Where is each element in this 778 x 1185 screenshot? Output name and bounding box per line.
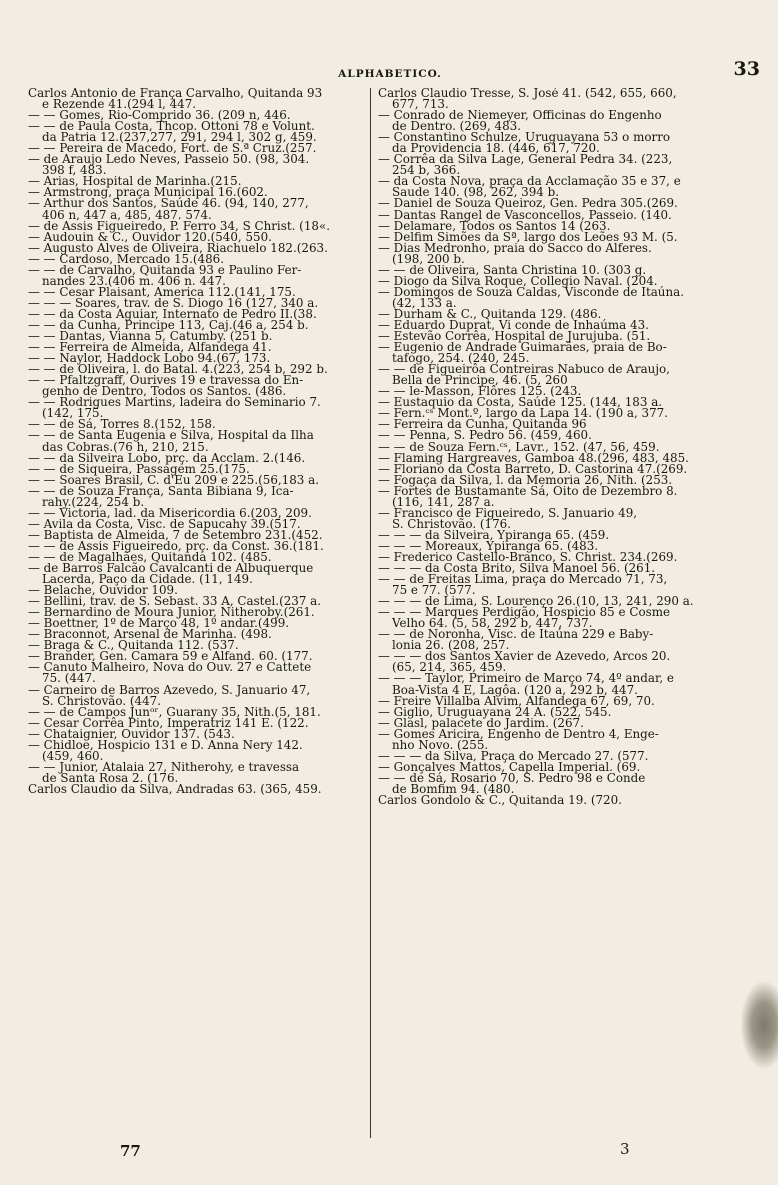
printer-signature: 77 bbox=[120, 1142, 141, 1160]
directory-entry: — Arias, Hospital de Marinha.(215. bbox=[28, 174, 242, 189]
directory-entry: — — de Sá, Rosario 70, S. Pedro 98 e Conde de Bomfim 94. (480. bbox=[378, 770, 646, 796]
directory-entry: — Bernardino de Moura Junior, Nitheroby.(261. bbox=[28, 605, 315, 620]
directory-entry: — Domingos de Souza Caldas, Visconde de Itaúna. (42, 133 a. bbox=[378, 284, 684, 310]
directory-entry: — — Rodrigues Martins, ladeira do Seminario 7. (142, 175. bbox=[28, 395, 321, 421]
directory-entry: — — Naylor, Haddock Lobo 94.(67, 173. bbox=[28, 351, 271, 366]
directory-entry: — Gomes Aricira, Engenho de Dentro 4, Enge- nho Novo. (255. bbox=[378, 726, 659, 752]
directory-entry: — Flaming Hargreaves, Gamboa 48.(296, 483, 485. bbox=[378, 450, 689, 465]
directory-entry: — — — da Silva, Praça do Mercado 27. (577. bbox=[378, 748, 649, 763]
directory-entry: — — de Souza Fern.ᶜˢ, Lavr., 152. (47, 56, 459. bbox=[378, 439, 660, 454]
directory-entry: — Carneiro de Barros Azevedo, S. Januario 47, S. Christovão. (447. bbox=[28, 682, 311, 708]
directory-entry: — — de Magalhães, Quitanda 102. (485. bbox=[28, 549, 272, 564]
footer-mark: 3 bbox=[620, 1140, 630, 1158]
directory-entry: — Durham & C., Quitanda 129. (486. bbox=[378, 306, 602, 321]
directory-entry: — — — da Costa Brito, Silva Manoel 56. (261. bbox=[378, 561, 656, 576]
directory-entry: — — — de Lima, S. Lourenço 26.(10, 13, 241, 290 a. bbox=[378, 594, 694, 609]
directory-entry: — Delamare, Todos os Santos 14 (263. bbox=[378, 218, 611, 233]
directory-entry: — Dias Medronho, praia do Sacco do Alferes. (198, 200 b. bbox=[378, 240, 652, 266]
directory-entry: — — de Paula Costa, Thcop. Ottoni 78 e Volunt. da Patria 12.(237,277, 291, 294 l, 302 g, 459. bbox=[28, 119, 317, 145]
directory-entry: — — de Campos Junᵒʳ, Guarany 35, Nith.(5, 181. bbox=[28, 704, 321, 719]
directory-entry: — — Pereira de Macedo, Fort. de S.ª Cruz.(257. bbox=[28, 141, 317, 156]
directory-entry: Carlos Antonio de França Carvalho, Quitanda 93 e Rezende 41.(294 l, 447. bbox=[28, 88, 323, 112]
directory-entry: — Brander, Gen. Camara 59 e Alfand. 60. (177. bbox=[28, 649, 313, 664]
directory-entry: — — — Marques Perdigão, Hospicio 85 e Cosme Velho 64. (5, 58, 292 b, 447, 737. bbox=[378, 605, 671, 631]
directory-entry: — Conrado de Niemeyer, Officinas do Engenho de Dentro. (269, 483. bbox=[378, 108, 662, 134]
directory-entry: — — Cardoso, Mercado 15.(486. bbox=[28, 251, 225, 266]
column-divider bbox=[370, 88, 371, 1138]
directory-entry: — Augusto Alves de Oliveira, Riachuelo 182.(263. bbox=[28, 240, 328, 255]
directory-entry: — — Ferreira de Almeida, Alfandega 41. bbox=[28, 340, 272, 355]
directory-entry: — Giglio, Uruguayana 24 A. (522, 545. bbox=[378, 704, 612, 719]
directory-entry: — Francisco de Figueiredo, S. Januario 49, S. Christovão. (176. bbox=[378, 505, 638, 531]
directory-entry: — Floriano da Costa Barreto, D. Castorina 47.(269. bbox=[378, 461, 688, 476]
directory-entry: — Glasl, palacete do Jardim. (267. bbox=[378, 715, 584, 730]
directory-entry: — Estevão Corrêa, Hospital de Jurujuba. (51. bbox=[378, 329, 651, 344]
directory-entry: — Eduardo Duprat, Vi conde de Inhaúma 43. bbox=[378, 317, 649, 332]
directory-entry: — Eugenio de Andrade Guimarães, praia de Bo- tafogo, 254. (240, 245. bbox=[378, 340, 667, 366]
directory-entry: — — de Carvalho, Quitanda 93 e Paulino Fer- nandes 23.(406 m. 406 n. 447. bbox=[28, 262, 302, 288]
directory-entry: — — — dos Santos Xavier de Azevedo, Arcos 20. (65, 214, 365, 459. bbox=[378, 649, 671, 675]
directory-entry: — Canuto Malheiro, Nova do Ouv. 27 e Cattete 75. (447. bbox=[28, 660, 312, 686]
directory-entry: — Fern.ᶜˢ Mont.º, largo da Lapa 14. (190 a, 377. bbox=[378, 406, 669, 421]
directory-entry: — — da Silveira Lobo, prç. da Acclam. 2.(146. bbox=[28, 450, 306, 465]
directory-entry: — Corrêa da Silva Lage, General Pedra 34. (223, 254 b, 366. bbox=[378, 152, 673, 178]
directory-entry: — Belache, Ouvidor 109. bbox=[28, 583, 178, 598]
directory-entry: — Ferreira da Cunha, Quitanda 96 bbox=[378, 417, 587, 432]
directory-entry: — — de Siqueira, Passagem 25.(175. bbox=[28, 461, 250, 476]
directory-entry: — Fortes de Bustamante Sá, Oito de Dezembro 8. (116, 141, 287 a. bbox=[378, 483, 678, 509]
directory-entry: — de Araujo Ledo Neves, Passeio 50. (98, 304. 398 f, 483. bbox=[28, 152, 310, 178]
directory-entry: — — Dantas, Vianna 5, Catumby. (251 b. bbox=[28, 329, 273, 344]
directory-entry: — — de Souza França, Santa Bibiana 9, Ica- rahy.(224, 254 b. bbox=[28, 483, 294, 509]
page-number: 33 bbox=[733, 58, 760, 80]
page-header-title: ALPHABETICO. bbox=[338, 68, 442, 80]
directory-entry: — — Cesar Plaisant, America 112.(141, 175. bbox=[28, 284, 296, 299]
directory-entry: — da Costa Nova, praça da Acclamação 35 e 37, e Saude 140. (98, 262, 394 b. bbox=[378, 174, 681, 200]
directory-entry: — — de Sá, Torres 8.(152, 158. bbox=[28, 417, 216, 432]
directory-entry: — — — Taylor, Primeiro de Março 74, 4º andar, e Boa-Vista 4 E, Lagôa. (120 a, 292 b, 447. bbox=[378, 671, 674, 697]
directory-entry: — Braga & C., Quitanda 112. (537. bbox=[28, 638, 239, 653]
right-column bbox=[378, 88, 724, 1136]
directory-entry: — Chidloe, Hospicio 131 e D. Anna Nery 142. (459, 460. bbox=[28, 737, 303, 763]
directory-entry: Carlos Claudio da Silva, Andradas 63. (365, 459. bbox=[28, 781, 322, 796]
directory-entry: — Fogaça da Silva, l. da Memoria 26, Nith. (253. bbox=[378, 472, 673, 487]
directory-entry: — — Soares Brasil, C. d'Eu 209 e 225.(56,183 a. bbox=[28, 472, 320, 487]
directory-entry: — — Victoria, lad. da Misericordia 6.(203, 209. bbox=[28, 505, 312, 520]
directory-entry: — — de Oliveira, Santa Christina 10. (303 g. bbox=[378, 262, 647, 277]
directory-entry: — — — Moreaux, Ypiranga 65. (483. bbox=[378, 538, 599, 553]
directory-entry: — — Pfaltzgraff, Ourives 19 e travessa do En- genho de Dentro, Todos os Santos. (486. bbox=[28, 373, 304, 399]
directory-entry: — — de Assis Figueiredo, prç. da Const. 36.(181. bbox=[28, 538, 324, 553]
directory-entry: — Arthur dos Santos, Saúde 46. (94, 140, 277, 406 n, 447 a, 485, 487. 574. bbox=[28, 196, 309, 222]
directory-entry: — — de Oliveira, l. do Batal. 4.(223, 254 b, 292 b. bbox=[28, 362, 328, 377]
directory-entry: — — Penna, S. Pedro 56. (459, 460. bbox=[378, 428, 592, 443]
directory-entry: — Audouin & C., Ouvidor 120.(540, 550. bbox=[28, 229, 272, 244]
directory-entry: — Cesar Corrêa Pinto, Imperatriz 141 E. (122. bbox=[28, 715, 309, 730]
directory-entry: — Avila da Costa, Visc. de Sapucahy 39.(517. bbox=[28, 516, 301, 531]
left-column bbox=[28, 88, 366, 1136]
directory-entry: — — Gomes, Rio-Comprido 36. (209 n, 446. bbox=[28, 108, 291, 123]
directory-entry: — Daniel de Souza Queiroz, Gen. Pedra 305.(269. bbox=[378, 196, 678, 211]
directory-entry: — — da Cunha, Principe 113, Caj.(46 a, 254 b. bbox=[28, 317, 309, 332]
directory-entry: — — de Figueirôa Contreiras Nabuco de Araujo, Bella de Principe, 46. (5, 260 bbox=[378, 362, 670, 388]
directory-entry: — de Assis Figueiredo, P. Ferro 34, S Christ. (18«. bbox=[28, 218, 331, 233]
directory-entry: — Freire Villalba Alvim, Alfandega 67, 69, 70. bbox=[378, 693, 655, 708]
directory-entry: — — — da Silveira, Ypiranga 65. (459. bbox=[378, 527, 610, 542]
directory-entry: — Constantino Schulze, Uruguayana 53 o morro da Providencia 18. (446, 617, 720. bbox=[378, 130, 671, 156]
directory-entry: — — Junior, Atalaia 27, Nitherohy, e travessa de Santa Rosa 2. (176. bbox=[28, 759, 300, 785]
directory-entry: — de Barros Falcão Cavalcanti de Albuquerque Lacerda, Paço da Cidade. (11, 149. bbox=[28, 561, 314, 587]
directory-entry: — — le-Masson, Flôres 125. (243. bbox=[378, 384, 582, 399]
directory-entry: — — de Noronha, Visc. de Itaúna 229 e Baby- lonia 26. (208, 257. bbox=[378, 627, 654, 653]
directory-entry: — Gonçalves Mattos, Capella Imperial. (69. bbox=[378, 759, 641, 774]
directory-entry: — Chataignier, Ouvidor 137. (543. bbox=[28, 726, 235, 741]
directory-entry: — Eustaquio da Costa, Saúde 125. (144, 183 a. bbox=[378, 395, 663, 410]
directory-entry: — Frederico Castello-Branco, S. Christ. 234.(269. bbox=[378, 549, 678, 564]
directory-entry: — Armstrong, praça Municipal 16.(602. bbox=[28, 185, 268, 200]
directory-entry: — Boettner, 1º de Março 48, 1º andar.(499. bbox=[28, 616, 290, 631]
paper-stain bbox=[740, 980, 778, 1070]
directory-entry: — Braconnot, Arsenal de Marinha. (498. bbox=[28, 627, 272, 642]
directory-entry: Carlos Claudio Tresse, S. José 41. (542, 655, 660, 677, 713. bbox=[378, 88, 677, 112]
directory-entry: — — de Freitas Lima, praça do Mercado 71, 73, 75 e 77. (577. bbox=[378, 572, 668, 598]
directory-entry: — Dantas Rangel de Vasconcellos, Passeio. (140. bbox=[378, 207, 672, 222]
directory-entry: Carlos Gondolo & C., Quitanda 19. (720. bbox=[378, 793, 622, 807]
directory-entry: — Delfim Simões da Sª, largo dos Leões 93 M. (5. bbox=[378, 229, 678, 244]
directory-entry: — — da Costa Aguiar, Internato de Pedro II.(38. bbox=[28, 306, 317, 321]
directory-entry: — Diogo da Silva Roque, Collegio Naval. (204. bbox=[378, 273, 658, 288]
directory-entry: — Bellini, trav. de S. Sebast. 33 A, Castel.(237 a. bbox=[28, 594, 322, 609]
directory-entry: — — — Soares, trav. de S. Diogo 16 (127, 340 a. bbox=[28, 295, 319, 310]
directory-entry: — Baptista de Almeida, 7 de Setembro 231.(452. bbox=[28, 527, 323, 542]
directory-entry: — — de Santa Eugenia e Silva, Hospital da Ilha das Cobras.(76 h, 210, 215. bbox=[28, 428, 314, 454]
